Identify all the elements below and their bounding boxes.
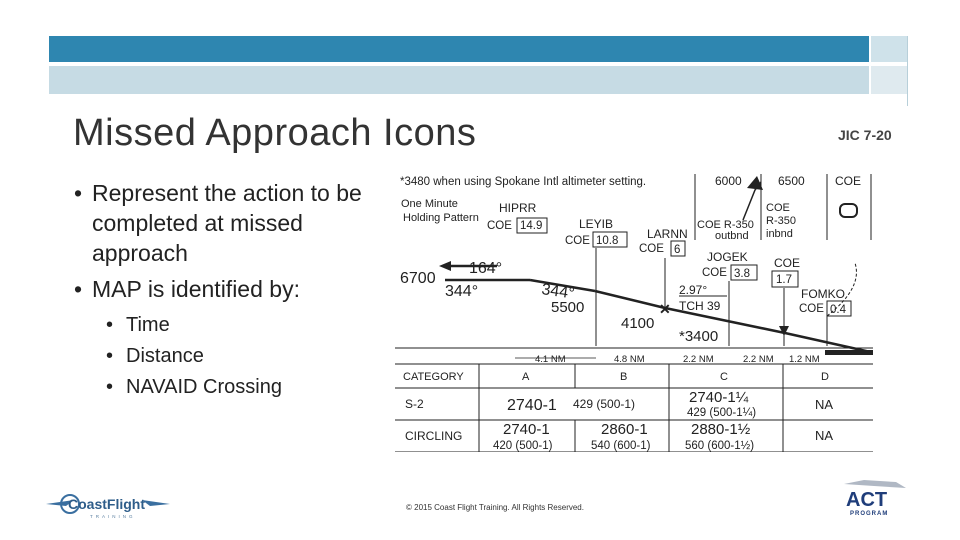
- s2-ab-main: 2740-1: [507, 397, 557, 414]
- sub-bullet-item: • Time: [74, 310, 374, 341]
- circling-d: NA: [815, 428, 834, 443]
- distance-label: 4.8 NM: [614, 354, 645, 365]
- fix-coe: COE: [774, 256, 801, 270]
- slide-title: Missed Approach Icons: [73, 112, 477, 154]
- fix-jogek: JOGEK: [707, 250, 748, 264]
- maltese-cross-icon: ✕: [659, 301, 671, 317]
- bullet-item: • MAP is identified by:: [74, 274, 374, 304]
- s2-d: NA: [815, 397, 834, 412]
- logo-left-text: CoastFlight: [68, 496, 145, 512]
- copyright-footer: © 2015 Coast Flight Training. All Rights Reserved.: [406, 503, 584, 512]
- circling-label: CIRCLING: [405, 429, 463, 443]
- hdg-164: 164°: [469, 260, 503, 277]
- fix-larnn-coe: COE: [639, 243, 664, 255]
- fix-leyib: LEYIB: [579, 217, 614, 231]
- circling-a-main: 2740-1: [503, 421, 550, 438]
- minimums-header: B: [620, 371, 628, 383]
- altitude-6000: 6000: [715, 174, 742, 188]
- fix-larnn: LARNN: [647, 227, 688, 241]
- bullet-list: [74, 178, 374, 403]
- glideslope-angle: 2.97°: [679, 283, 708, 297]
- holding-label: Holding Pattern: [403, 212, 479, 224]
- radial-outbnd: COE R-350: [697, 219, 754, 231]
- s2-label: S-2: [405, 397, 424, 411]
- bullet-item: • Represent the action to be completed at missed approach: [74, 178, 374, 268]
- hdg-344-inbound: 344°: [540, 281, 576, 303]
- runway-icon: [825, 350, 873, 355]
- circling-b-main: 2860-1: [601, 421, 648, 438]
- fix-hiprr-coe: COE: [487, 220, 512, 232]
- header-bar-light-end: [871, 66, 907, 94]
- tch-label: TCH 39: [679, 299, 721, 313]
- logo-right-text: ACT: [846, 489, 888, 511]
- s2-c-sub: 429 (500-1¼): [687, 407, 757, 419]
- altitude-6500: 6500: [778, 174, 805, 188]
- minimums-header: A: [522, 371, 530, 383]
- header-bar-light: [49, 66, 869, 94]
- distance-label: 2.2 NM: [743, 354, 774, 365]
- alt-3400: *3400: [679, 328, 719, 345]
- radial-inbnd: COE: [766, 202, 790, 214]
- header-bar-dark: [49, 36, 869, 62]
- coe-header: COE: [835, 174, 862, 188]
- slide-code: JIC 7-20: [838, 127, 892, 143]
- alt-4100: 4100: [621, 315, 655, 332]
- holding-label: One Minute: [401, 198, 458, 210]
- s2-c-main: 2740-1¼: [689, 389, 749, 406]
- fix-fomko-dist: 0.4: [830, 304, 846, 316]
- approach-plate-profile: [395, 168, 873, 452]
- fix-fomko-coe: COE: [799, 303, 824, 315]
- sub-bullet-item: • NAVAID Crossing: [74, 372, 374, 403]
- minimums-header: D: [821, 371, 829, 383]
- minimums-header: CATEGORY: [403, 371, 464, 383]
- s2-ab-sub: 429 (500-1): [573, 397, 636, 411]
- circling-b-sub: 540 (600-1): [591, 440, 651, 452]
- logo-left-sub: TRAINING: [90, 514, 136, 519]
- minimums-header: C: [720, 371, 728, 383]
- circling-c-sub: 560 (600-1½): [685, 440, 755, 452]
- fix-jogek-coe: COE: [702, 267, 727, 279]
- header-bar-dark-end: [871, 36, 907, 62]
- fix-leyib-dist: 10.8: [596, 235, 619, 247]
- circling-a-sub: 420 (500-1): [493, 440, 553, 452]
- fix-coe-dist: 1.7: [776, 274, 792, 286]
- distance-label: 1.2 NM: [789, 354, 820, 365]
- holding-pattern-icon: [840, 204, 857, 217]
- fix-larnn-dist: 6: [674, 244, 681, 256]
- radial-outbnd: outbnd: [715, 230, 749, 242]
- altimeter-note: *3480 when using Spokane Intl altimeter setting.: [400, 176, 647, 188]
- act-program-logo: [834, 478, 912, 522]
- header-divider: [907, 36, 908, 106]
- hdg-344: 344°: [445, 283, 479, 300]
- fix-jogek-dist: 3.8: [734, 268, 750, 280]
- sub-bullet-item: • Distance: [74, 341, 374, 372]
- radial-inbnd: R-350: [766, 215, 796, 227]
- logo-right-sub: PROGRAM: [850, 511, 889, 517]
- fix-hiprr-dist: 14.9: [520, 220, 543, 232]
- distance-label: 4.1 NM: [535, 354, 566, 365]
- arrow-left-icon: [439, 261, 451, 271]
- alt-6700: 6700: [400, 270, 436, 287]
- radial-inbnd: inbnd: [766, 228, 793, 240]
- distance-label: 2.2 NM: [683, 354, 714, 365]
- fix-leyib-coe: COE: [565, 235, 590, 247]
- circling-c-main: 2880-1½: [691, 421, 751, 438]
- fix-fomko: FOMKO: [801, 287, 845, 301]
- alt-5500: 5500: [551, 299, 585, 316]
- coastflight-logo: [44, 490, 172, 520]
- fix-hiprr: HIPRR: [499, 201, 537, 215]
